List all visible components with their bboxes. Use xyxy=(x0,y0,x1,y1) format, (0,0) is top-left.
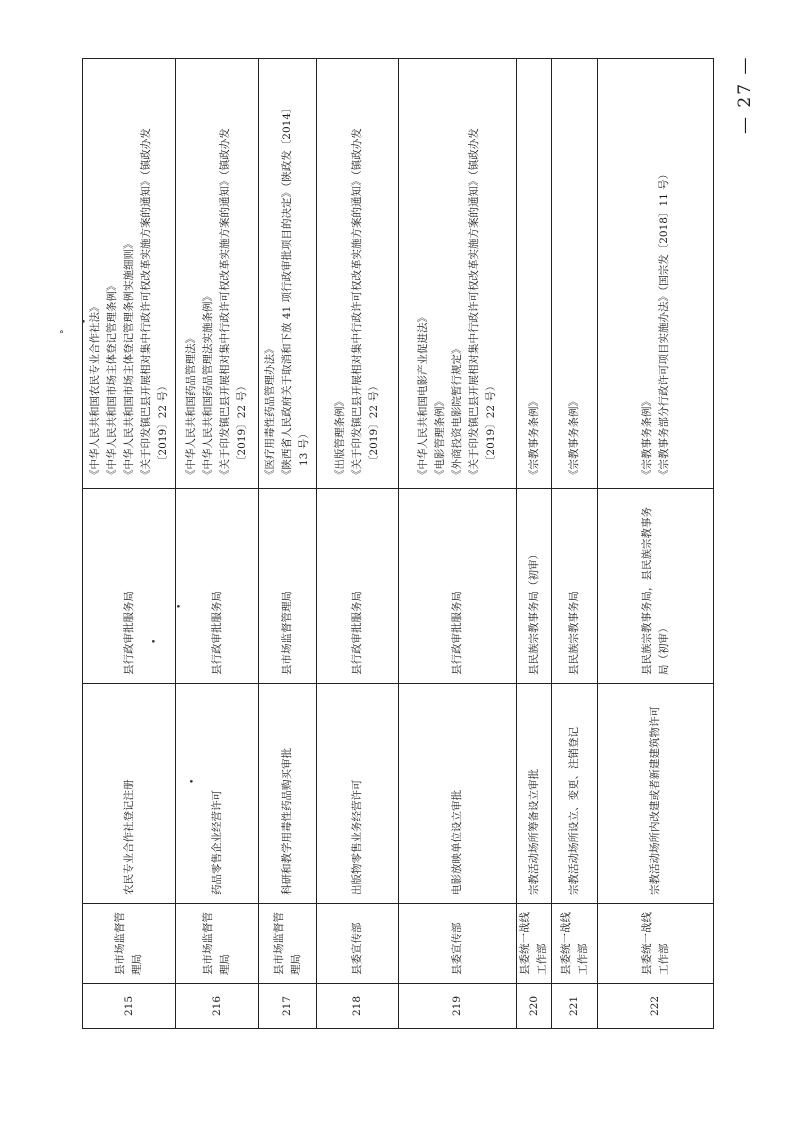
law-reference: 《中华人民共和国药品管理法》 xyxy=(185,333,197,480)
law-reference: 《中华人民共和国农民专业合作社法》 xyxy=(88,301,101,480)
table-row xyxy=(176,59,259,1029)
implementing-agency-cell: 县民族宗教事务局（初审） xyxy=(517,489,552,684)
department-cell: 县委宣传部 xyxy=(399,904,517,984)
law-reference: 《中华人民共和国电影产业促进法》 xyxy=(417,312,429,480)
department-cell: 县委统一战线工作部 xyxy=(517,904,552,984)
law-reference: 《关于印发镇巴县开展相对集中行政许可权改革实施方案的通知》（镇政办发 xyxy=(219,128,231,480)
law-reference: 《外商投资电影院暂行规定》 xyxy=(451,343,463,480)
legal-basis-cell xyxy=(176,59,259,489)
permit-item-cell: 药品零售企业经营许可 xyxy=(176,684,259,904)
implementing-agency-cell: 县行政审批服务局 xyxy=(317,489,399,684)
law-reference: 《关于印发镇巴县开展相对集中行政许可权改革实施方案的通知》（镇政办发 xyxy=(139,128,152,480)
law-reference: 《电影管理条例》 xyxy=(434,396,446,480)
row-number: 218 xyxy=(317,984,399,1029)
permit-item-cell: 宗教活动场所内改建或者新建建筑物许可 xyxy=(598,684,714,904)
row-number: 222 xyxy=(598,984,714,1029)
law-reference: 《中华人民共和国市场主体登记管理条例》 xyxy=(105,280,118,480)
law-reference: 《出版管理条例》 xyxy=(334,396,346,480)
table-body xyxy=(83,59,714,1029)
law-reference-continued: 〔2019〕22 号） xyxy=(156,380,169,466)
legal-basis-cell xyxy=(552,59,598,489)
scan-speck: ° xyxy=(60,329,70,334)
implementing-agency-cell: 县市场监督管理局 xyxy=(259,489,317,684)
law-reference-continued: 13 号） xyxy=(298,428,310,466)
table-row xyxy=(552,59,598,1029)
table-row xyxy=(259,59,317,1029)
scan-speck: • xyxy=(188,778,198,784)
department-cell: 县市场监督管理局 xyxy=(176,904,259,984)
permit-item-cell: 出版物零售业务经营许可 xyxy=(317,684,399,904)
legal-basis-cell xyxy=(259,59,317,489)
table-row xyxy=(399,59,517,1029)
table-row xyxy=(517,59,552,1029)
law-reference: 《陕西省人民政府关于取消和下放 41 项行政审批项目的决定》（陕政发〔2014〕 xyxy=(281,102,293,480)
law-reference: 《宗教事务条例》 xyxy=(640,396,653,480)
legal-basis-cell xyxy=(399,59,517,489)
row-number: 216 xyxy=(176,984,259,1029)
permit-item-cell: 宗教活动场所设立、变更、注销登记 xyxy=(552,684,598,904)
law-reference: 《宗教事务条例》 xyxy=(527,396,540,480)
permit-item-cell: 宗教活动场所筹备设立审批 xyxy=(517,684,552,904)
permit-item-cell: 科研和教学用毒性药品购买审批 xyxy=(259,684,317,904)
law-reference-continued: 〔2019〕22 号） xyxy=(236,380,248,466)
legal-basis-cell xyxy=(317,59,399,489)
department-cell: 县市场监督管理局 xyxy=(259,904,317,984)
scan-speck: • xyxy=(175,603,185,609)
implementing-agency-cell: 县民族宗教事务局 xyxy=(552,489,598,684)
implementing-agency-cell: 县民族宗教事务局，县民族宗教事务局（初审） xyxy=(598,489,714,684)
department-cell: 县市场监督管理局 xyxy=(83,904,176,984)
row-number: 219 xyxy=(399,984,517,1029)
permit-table xyxy=(82,58,714,1029)
law-reference-continued: 〔2019〕22 号） xyxy=(368,380,380,466)
legal-basis-cell xyxy=(598,59,714,489)
page-number: — 27 — xyxy=(735,55,755,134)
law-reference: 《关于印发镇巴县开展相对集中行政许可权改革实施方案的通知》（镇政办发 xyxy=(351,128,363,480)
department-cell: 县委统一战线工作部 xyxy=(552,904,598,984)
scan-speck: • xyxy=(80,318,90,324)
law-reference: 《宗教事务部分行政许可项目实施办法》（国宗发〔2018〕11 号） xyxy=(657,168,670,480)
law-reference: 《宗教事务条例》 xyxy=(568,396,580,480)
permit-item-cell: 电影放映单位设立审批 xyxy=(399,684,517,904)
row-number: 215 xyxy=(83,984,176,1029)
scan-speck: • xyxy=(150,638,160,644)
law-reference: 《医疗用毒性药品管理办法》 xyxy=(264,343,276,480)
permit-item-cell: 农民专业合作社登记注册 xyxy=(83,684,176,904)
law-reference: 《关于印发镇巴县开展相对集中行政许可权改革实施方案的通知》（镇政办发 xyxy=(468,128,480,480)
table-row xyxy=(83,59,176,1029)
legal-basis-cell xyxy=(517,59,552,489)
row-number: 217 xyxy=(259,984,317,1029)
implementing-agency-cell: 县行政审批服务局 xyxy=(399,489,517,684)
implementing-agency-cell: 县行政审批服务局 xyxy=(83,489,176,684)
table-row xyxy=(598,59,714,1029)
law-reference: 《中华人民共和国市场主体登记管理条例实施细则》 xyxy=(122,238,135,480)
row-number: 221 xyxy=(552,984,598,1029)
legal-basis-cell xyxy=(83,59,176,489)
implementing-agency-cell: 县行政审批服务局 xyxy=(176,489,259,684)
department-cell: 县委宣传部 xyxy=(317,904,399,984)
row-number: 220 xyxy=(517,984,552,1029)
department-cell: 县委统一战线工作部 xyxy=(598,904,714,984)
table-row xyxy=(317,59,399,1029)
law-reference: 《中华人民共和国药品管理法实施条例》 xyxy=(202,291,214,480)
law-reference-continued: 〔2019〕22 号） xyxy=(485,380,497,466)
